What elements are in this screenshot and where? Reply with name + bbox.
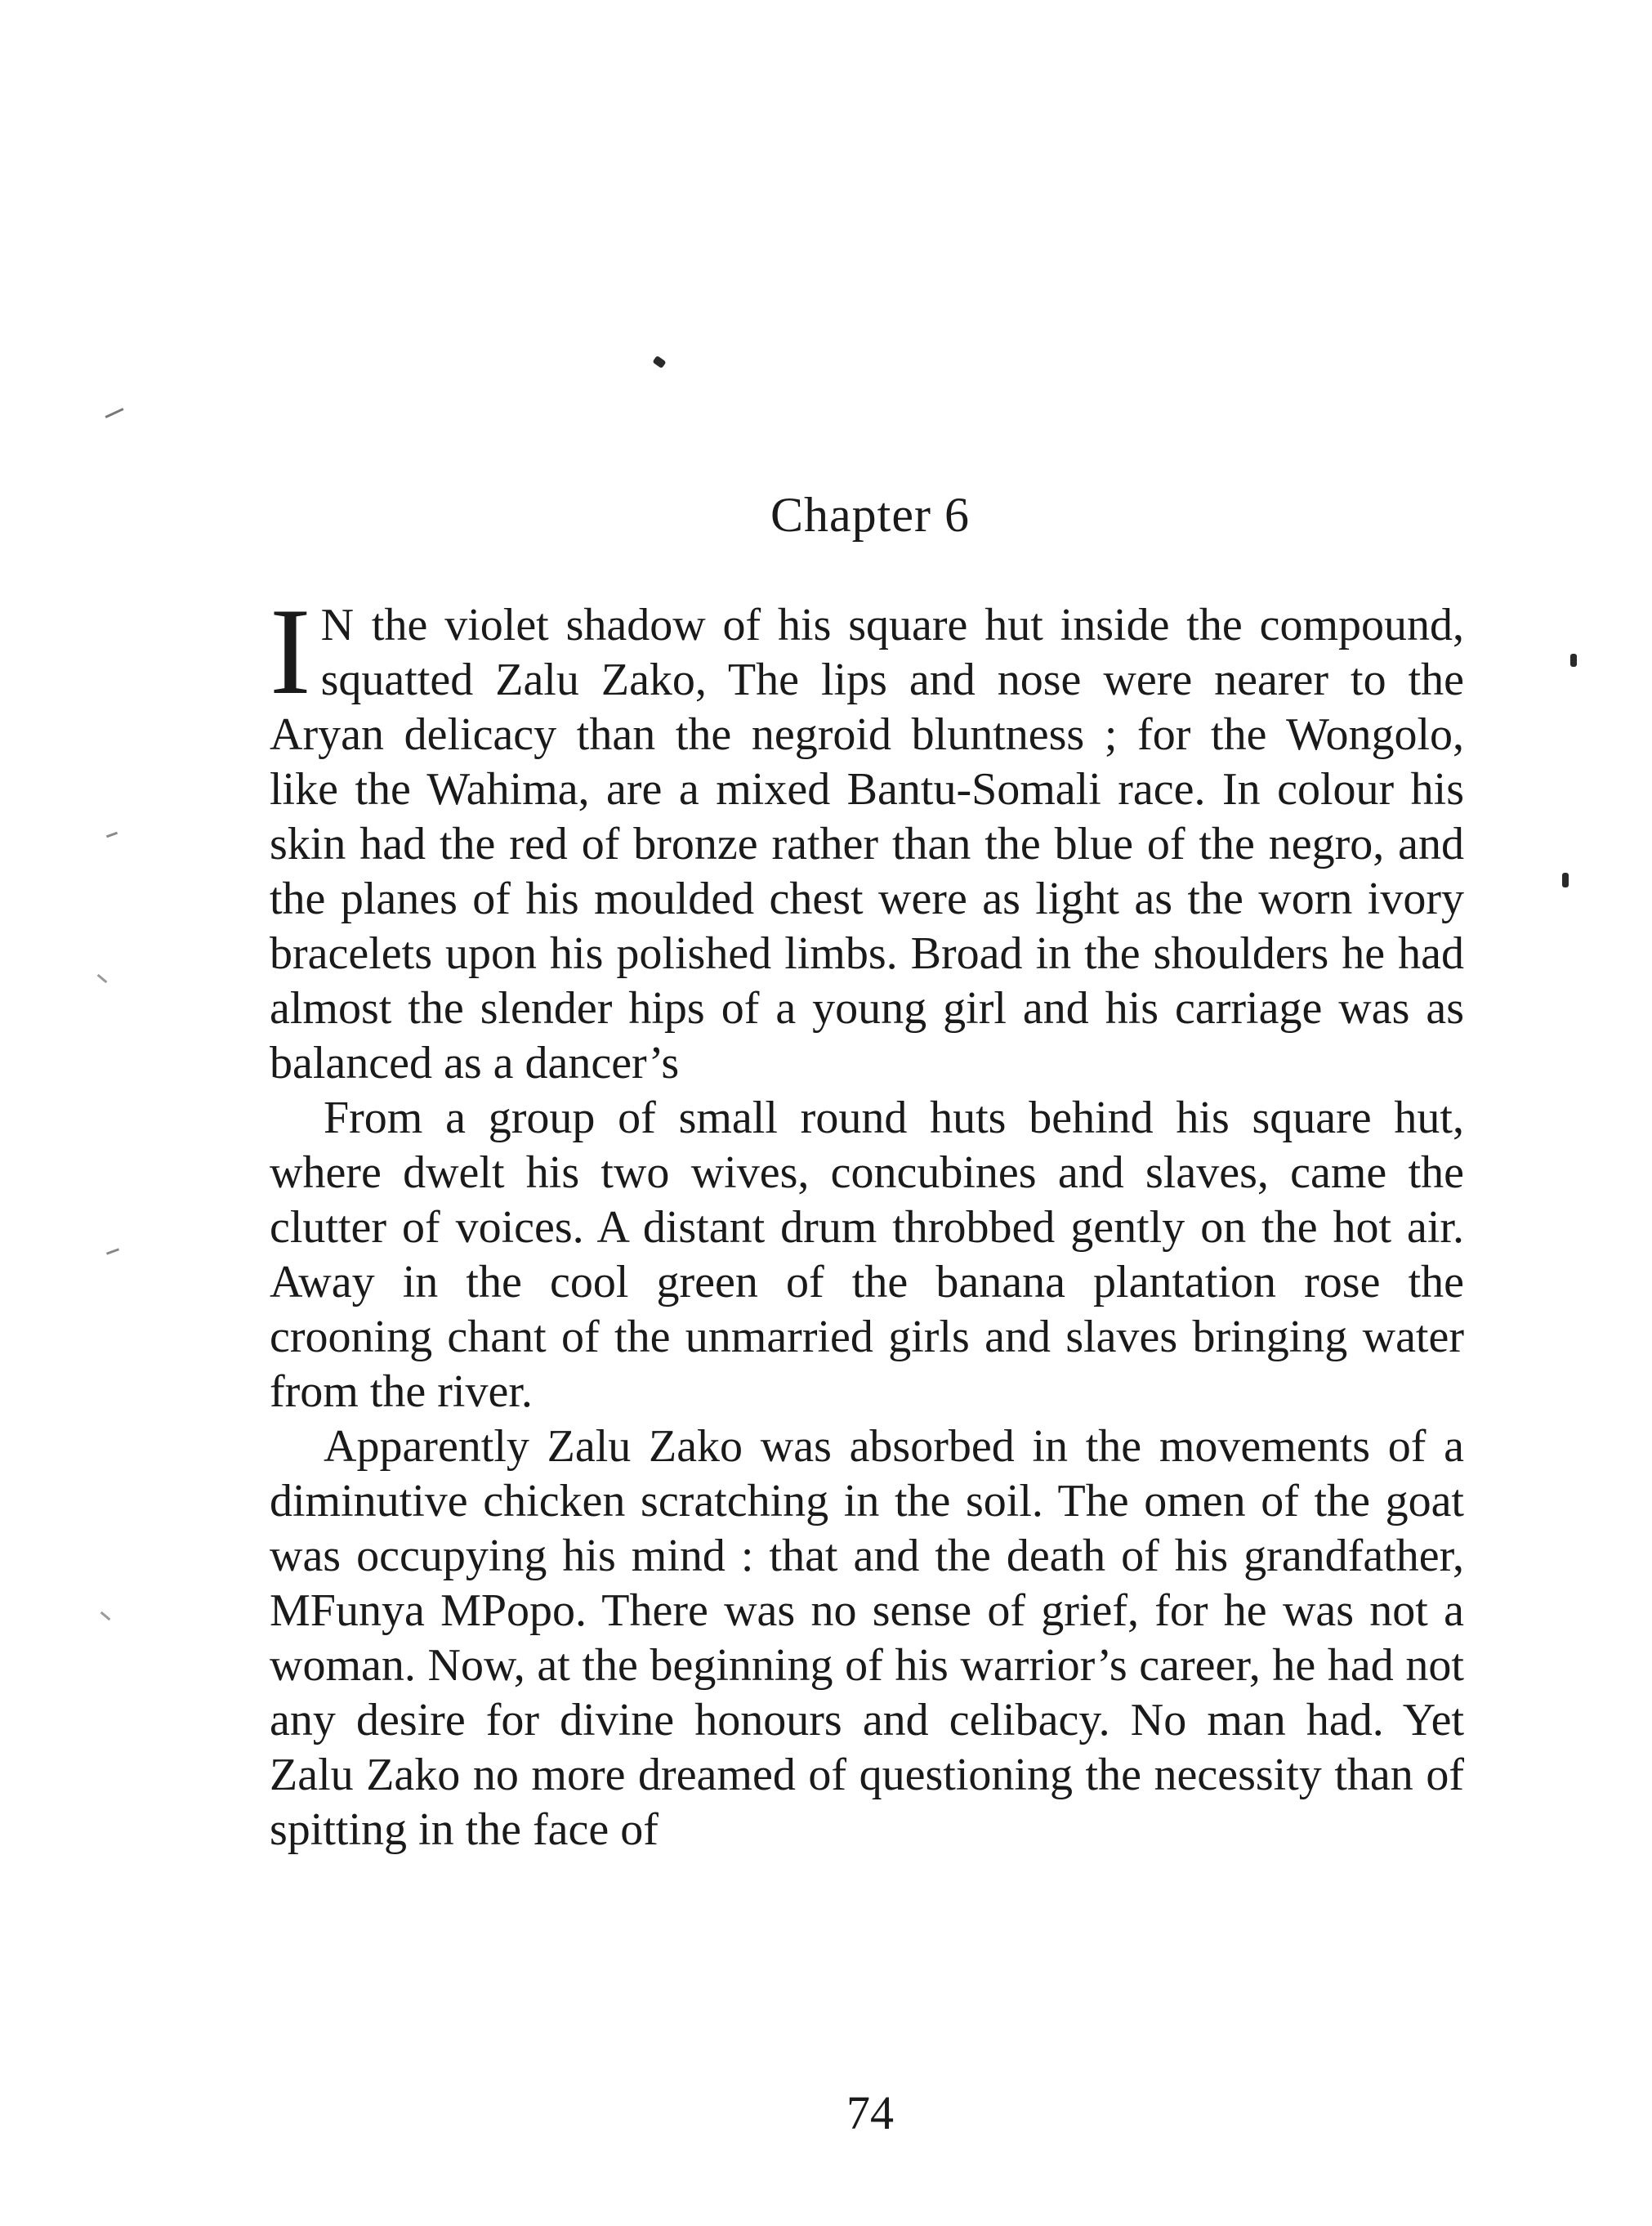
scan-speck <box>100 1611 111 1620</box>
paragraph-3: Apparently Zalu Zako was absorbed in the movements of a diminutive chicken scratching in the soil. The omen of the goat was occupying his mind : that and the death of his grandfather, MFunya MPopo. There was no sense of grief, for he was not a woman. Now, at the beginning of his warrior’s career, he had not any desire for divine honours and celibacy. No man had. Yet Zalu Zako no more dreamed of questioning the necessity than of spitting in the face of <box>270 1421 1464 1855</box>
lead-caps: N <box>320 600 355 650</box>
chapter-title: Chapter 6 <box>770 488 970 542</box>
chapter-body <box>270 583 1464 1857</box>
paragraph-2: From a group of small round huts behind his square hut, where dwelt his two wives, concubines and slaves, came the clutter of voices. A distant drum throbbed gently on the hot air. Away in the cool green of the banana plantation rose the crooning chant of the unmarried girls and slaves bringing water from the river. <box>270 1093 1464 1417</box>
scan-speck <box>1570 654 1577 667</box>
scan-speck <box>97 974 108 983</box>
scan-speck <box>106 832 118 838</box>
scan-speck <box>1562 873 1569 887</box>
paragraph-1 <box>270 583 1464 1091</box>
scan-speck <box>105 408 123 418</box>
scan-speck <box>652 355 666 369</box>
scan-speck <box>106 1248 119 1254</box>
drop-cap: I <box>270 583 311 720</box>
page-number: 74 <box>846 2086 894 2139</box>
paragraph-1-text: the violet shadow of his square hut inside the compound, squatted Zalu Zako, The lips and nose were nearer to the Aryan delicacy than the negroid bluntness ; for the Wongolo, like the Wahima, are a mixed Bantu-Somali race. In colour his skin had the red of bronze rather than the blue of the negro, and the planes of his moulded chest were as light as the worn ivory bracelets upon his polished limbs. Broad in the shoulders he had almost the slender hips of a young girl and his carriage was as balanced as a dancer’s <box>270 600 1464 1088</box>
